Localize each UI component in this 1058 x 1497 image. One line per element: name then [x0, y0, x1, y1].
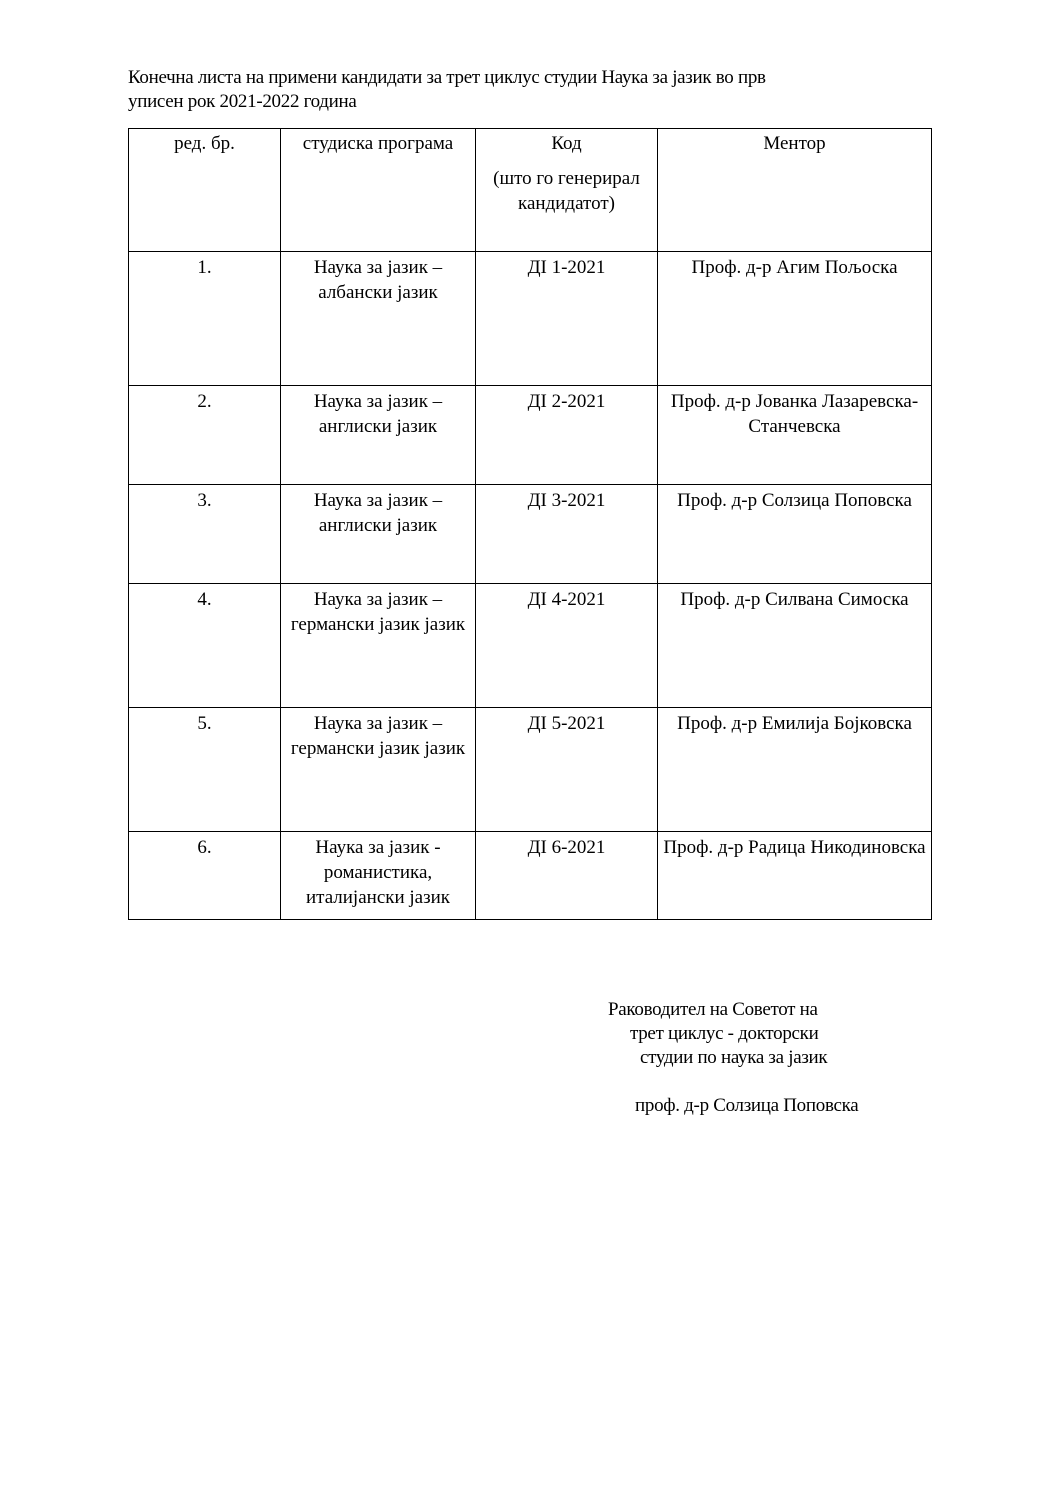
- row-mentor: Проф. д-р Силвана Симоска: [658, 584, 932, 708]
- header-mentor: Ментор: [658, 129, 932, 252]
- row-number: 6.: [129, 832, 281, 920]
- table-row: [129, 584, 932, 708]
- table-row: [129, 485, 932, 584]
- row-number: 1.: [129, 252, 281, 386]
- candidates-table: [128, 128, 932, 920]
- signature-line-1: Раководител на Советот на: [608, 999, 818, 1020]
- header-code-note: (што го генерирал кандидатот): [493, 168, 640, 214]
- signature-line-3: студии по наука за јазик: [640, 1047, 828, 1068]
- page-title: [128, 66, 918, 114]
- row-code: ДІ 1-2021: [476, 252, 658, 386]
- header-number: ред. бр.: [129, 129, 281, 252]
- signature-line-2: трет циклус - докторски: [630, 1023, 819, 1044]
- header-program: студиска програма: [281, 129, 476, 252]
- table-row: [129, 832, 932, 920]
- row-number: 5.: [129, 708, 281, 832]
- row-code: ДІ 3-2021: [476, 485, 658, 584]
- row-number: 3.: [129, 485, 281, 584]
- table-row: [129, 708, 932, 832]
- row-number: 2.: [129, 386, 281, 485]
- row-program: Наука за јазик – германски јазик јазик: [281, 584, 476, 708]
- row-code: ДІ 4-2021: [476, 584, 658, 708]
- table-row: [129, 252, 932, 386]
- row-mentor: Проф. д-р Солзица Поповска: [658, 485, 932, 584]
- row-mentor: Проф. д-р Емилија Бојковска: [658, 708, 932, 832]
- title-line-1: Конечна листа на примени кандидати за трет циклус студии Наука за јазик во прв: [128, 67, 766, 88]
- signatory-name: проф. д-р Солзица Поповска: [635, 1095, 859, 1116]
- row-number: 4.: [129, 584, 281, 708]
- row-code: ДІ 2-2021: [476, 386, 658, 485]
- row-code: ДІ 6-2021: [476, 832, 658, 920]
- header-code: [476, 129, 658, 252]
- table-row: [129, 386, 932, 485]
- header-code-label: Код: [551, 133, 582, 154]
- row-code: ДІ 5-2021: [476, 708, 658, 832]
- row-program: Наука за јазик - романистика, италијански јазик: [281, 832, 476, 920]
- signature-block: [590, 998, 920, 1118]
- row-mentor: Проф. д-р Јованка Лазаревска-Станчевска: [658, 386, 932, 485]
- row-program: Наука за јазик – англиски јазик: [281, 485, 476, 584]
- row-mentor: Проф. д-р Радица Никодиновска: [658, 832, 932, 920]
- row-program: Наука за јазик – англиски јазик: [281, 386, 476, 485]
- row-program: Наука за јазик – германски јазик јазик: [281, 708, 476, 832]
- row-program: Наука за јазик – албански јазик: [281, 252, 476, 386]
- title-line-2: уписен рок 2021-2022 година: [128, 91, 357, 112]
- table-header-row: [129, 129, 932, 252]
- row-mentor: Проф. д-р Агим Пољоска: [658, 252, 932, 386]
